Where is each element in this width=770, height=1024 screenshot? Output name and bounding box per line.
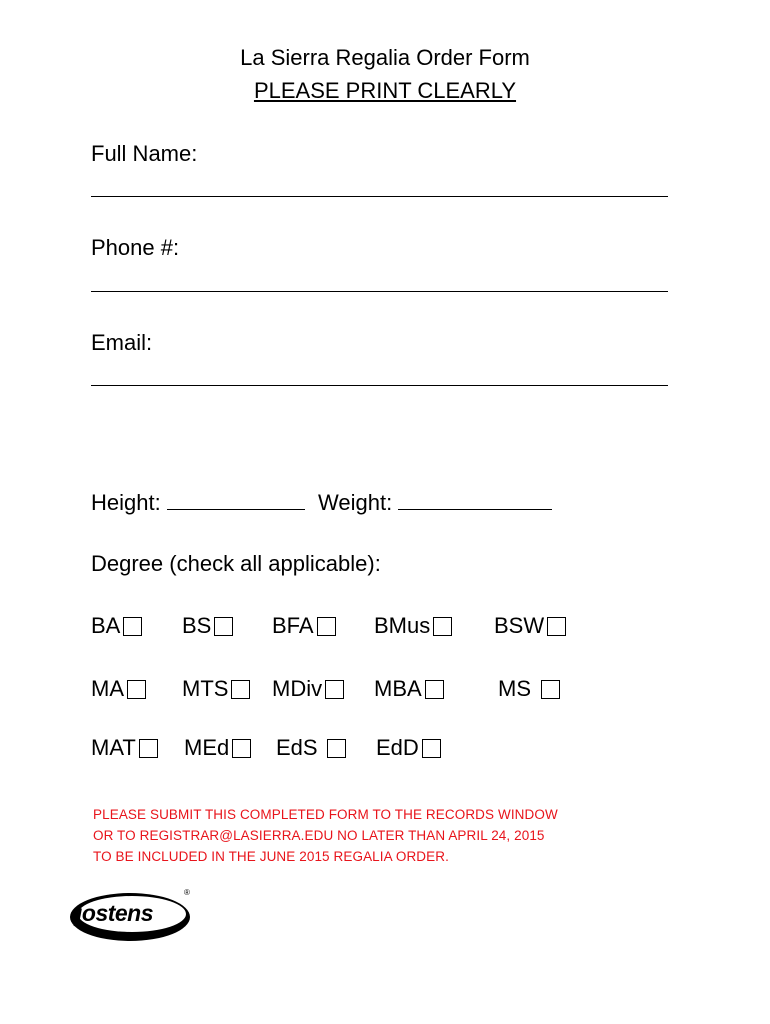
degree-option-ms[interactable]: MS: [498, 678, 560, 700]
degree-option-mba[interactable]: MBA: [374, 678, 444, 700]
full-name-line[interactable]: [91, 196, 668, 197]
degree-option-mts[interactable]: MTS: [182, 678, 250, 700]
form-subtitle: [0, 80, 770, 102]
degree-option-edd[interactable]: EdD: [376, 737, 441, 759]
bsw-checkbox[interactable]: [547, 617, 566, 636]
notice-line-3: TO BE INCLUDED IN THE JUNE 2015 REGALIA ORDER.: [93, 849, 449, 864]
ba-checkbox[interactable]: [123, 617, 142, 636]
bs-checkbox[interactable]: [214, 617, 233, 636]
email-label: Email:: [91, 330, 153, 355]
form-title: La Sierra Regalia Order Form: [240, 45, 530, 70]
ma-checkbox[interactable]: [127, 680, 146, 699]
weight-field: [318, 489, 552, 514]
registered-mark: ®: [184, 888, 190, 897]
weight-label: Weight:: [318, 490, 393, 515]
email-line[interactable]: [91, 385, 668, 386]
notice-line-2: OR TO REGISTRAR@LASIERRA.EDU NO LATER THAN APRIL 24, 2015: [93, 828, 545, 843]
height-line[interactable]: [167, 489, 305, 510]
mts-checkbox[interactable]: [231, 680, 250, 699]
jostens-wordmark: jostens: [76, 900, 154, 926]
mdiv-checkbox[interactable]: [325, 680, 344, 699]
edd-checkbox[interactable]: [422, 739, 441, 758]
weight-line[interactable]: [398, 489, 552, 510]
degree-option-bmus[interactable]: BMus: [374, 615, 452, 637]
degree-option-eds[interactable]: EdS: [276, 737, 346, 759]
degree-option-mat[interactable]: MAT: [91, 737, 158, 759]
height-label: Height:: [91, 490, 161, 515]
degree-option-bfa[interactable]: BFA: [272, 615, 336, 637]
degree-label: Degree (check all applicable):: [91, 551, 381, 576]
jostens-logo: [66, 884, 196, 944]
degree-option-med[interactable]: MEd: [184, 737, 251, 759]
degree-option-ma[interactable]: MA: [91, 678, 146, 700]
full-name-label: Full Name:: [91, 141, 198, 166]
height-field: [91, 489, 305, 514]
ms-checkbox[interactable]: [541, 680, 560, 699]
phone-line[interactable]: [91, 291, 668, 292]
bfa-checkbox[interactable]: [317, 617, 336, 636]
bmus-checkbox[interactable]: [433, 617, 452, 636]
degree-option-bsw[interactable]: BSW: [494, 615, 566, 637]
degree-option-mdiv[interactable]: MDiv: [272, 678, 344, 700]
med-checkbox[interactable]: [232, 739, 251, 758]
mba-checkbox[interactable]: [425, 680, 444, 699]
print-clearly-text: PLEASE PRINT CLEARLY: [253, 78, 517, 103]
phone-label: Phone #:: [91, 235, 180, 260]
degree-option-bs[interactable]: BS: [182, 615, 233, 637]
mat-checkbox[interactable]: [139, 739, 158, 758]
notice-line-1: PLEASE SUBMIT THIS COMPLETED FORM TO THE RECORDS WINDOW: [93, 807, 558, 822]
eds-checkbox[interactable]: [327, 739, 346, 758]
degree-option-ba[interactable]: BA: [91, 615, 142, 637]
